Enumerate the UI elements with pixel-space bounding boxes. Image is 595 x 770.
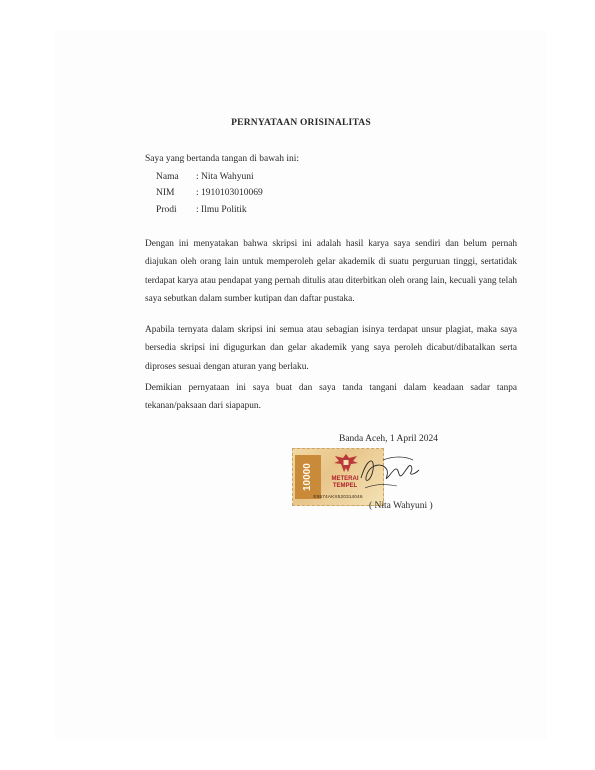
stamp-value: 10000	[295, 455, 321, 499]
paragraph-plagiarism: Apabila ternyata dalam skripsi ini semua atau sebagian isinya terdapat unsur plagiat, maka saya bersedia skripsi ini digugurkan dan gelar akademik yang saya peroleh dicabut/dibatalkan serta diproses sesuai dengan aturan yang berlaku.	[145, 325, 517, 372]
handwritten-signature	[353, 448, 423, 498]
field-label: NIM	[156, 188, 175, 198]
field-value: : 1910103010069	[196, 188, 263, 198]
stamp-label-line1: METERAI	[331, 476, 359, 482]
signer-name: ( Nita Wahyuni )	[369, 501, 433, 511]
paragraph-statement: Dengan ini menyatakan bahwa skripsi ini adalah hasil karya saya sendiri dan belum pernah diajukan oleh orang lain untuk memperoleh gelar akademik di suatu perguruan tinggi, sertatidak terdapat karya atau pendapat yang pernah ditulis atau diterbitkan oleh orang lain, kecuali yang telah saya sebutkan dalam sumber kutipan dan daftar pustaka.	[145, 239, 517, 305]
stamp-serial: E9574AKX520314046	[313, 495, 363, 500]
field-value: : Ilmu Politik	[196, 205, 247, 215]
paragraph-closing: Demikian pernyataan ini saya buat dan saya tanda tangani dalam keadaan sadar tanpa tekanan/paksaan dari siapapun.	[145, 383, 517, 412]
field-label: Prodi	[156, 205, 177, 215]
place-date: Banda Aceh, 1 April 2024	[339, 434, 438, 444]
intro-text: Saya yang bertanda tangan di bawah ini:	[145, 154, 300, 164]
document-title: PERNYATAAN ORISINALITAS	[231, 118, 371, 128]
document-page	[55, 30, 547, 740]
stamp-label-line2: TEMPEL	[332, 482, 358, 489]
field-label: Nama	[156, 172, 179, 182]
field-value: : Nita Wahyuni	[196, 172, 254, 182]
